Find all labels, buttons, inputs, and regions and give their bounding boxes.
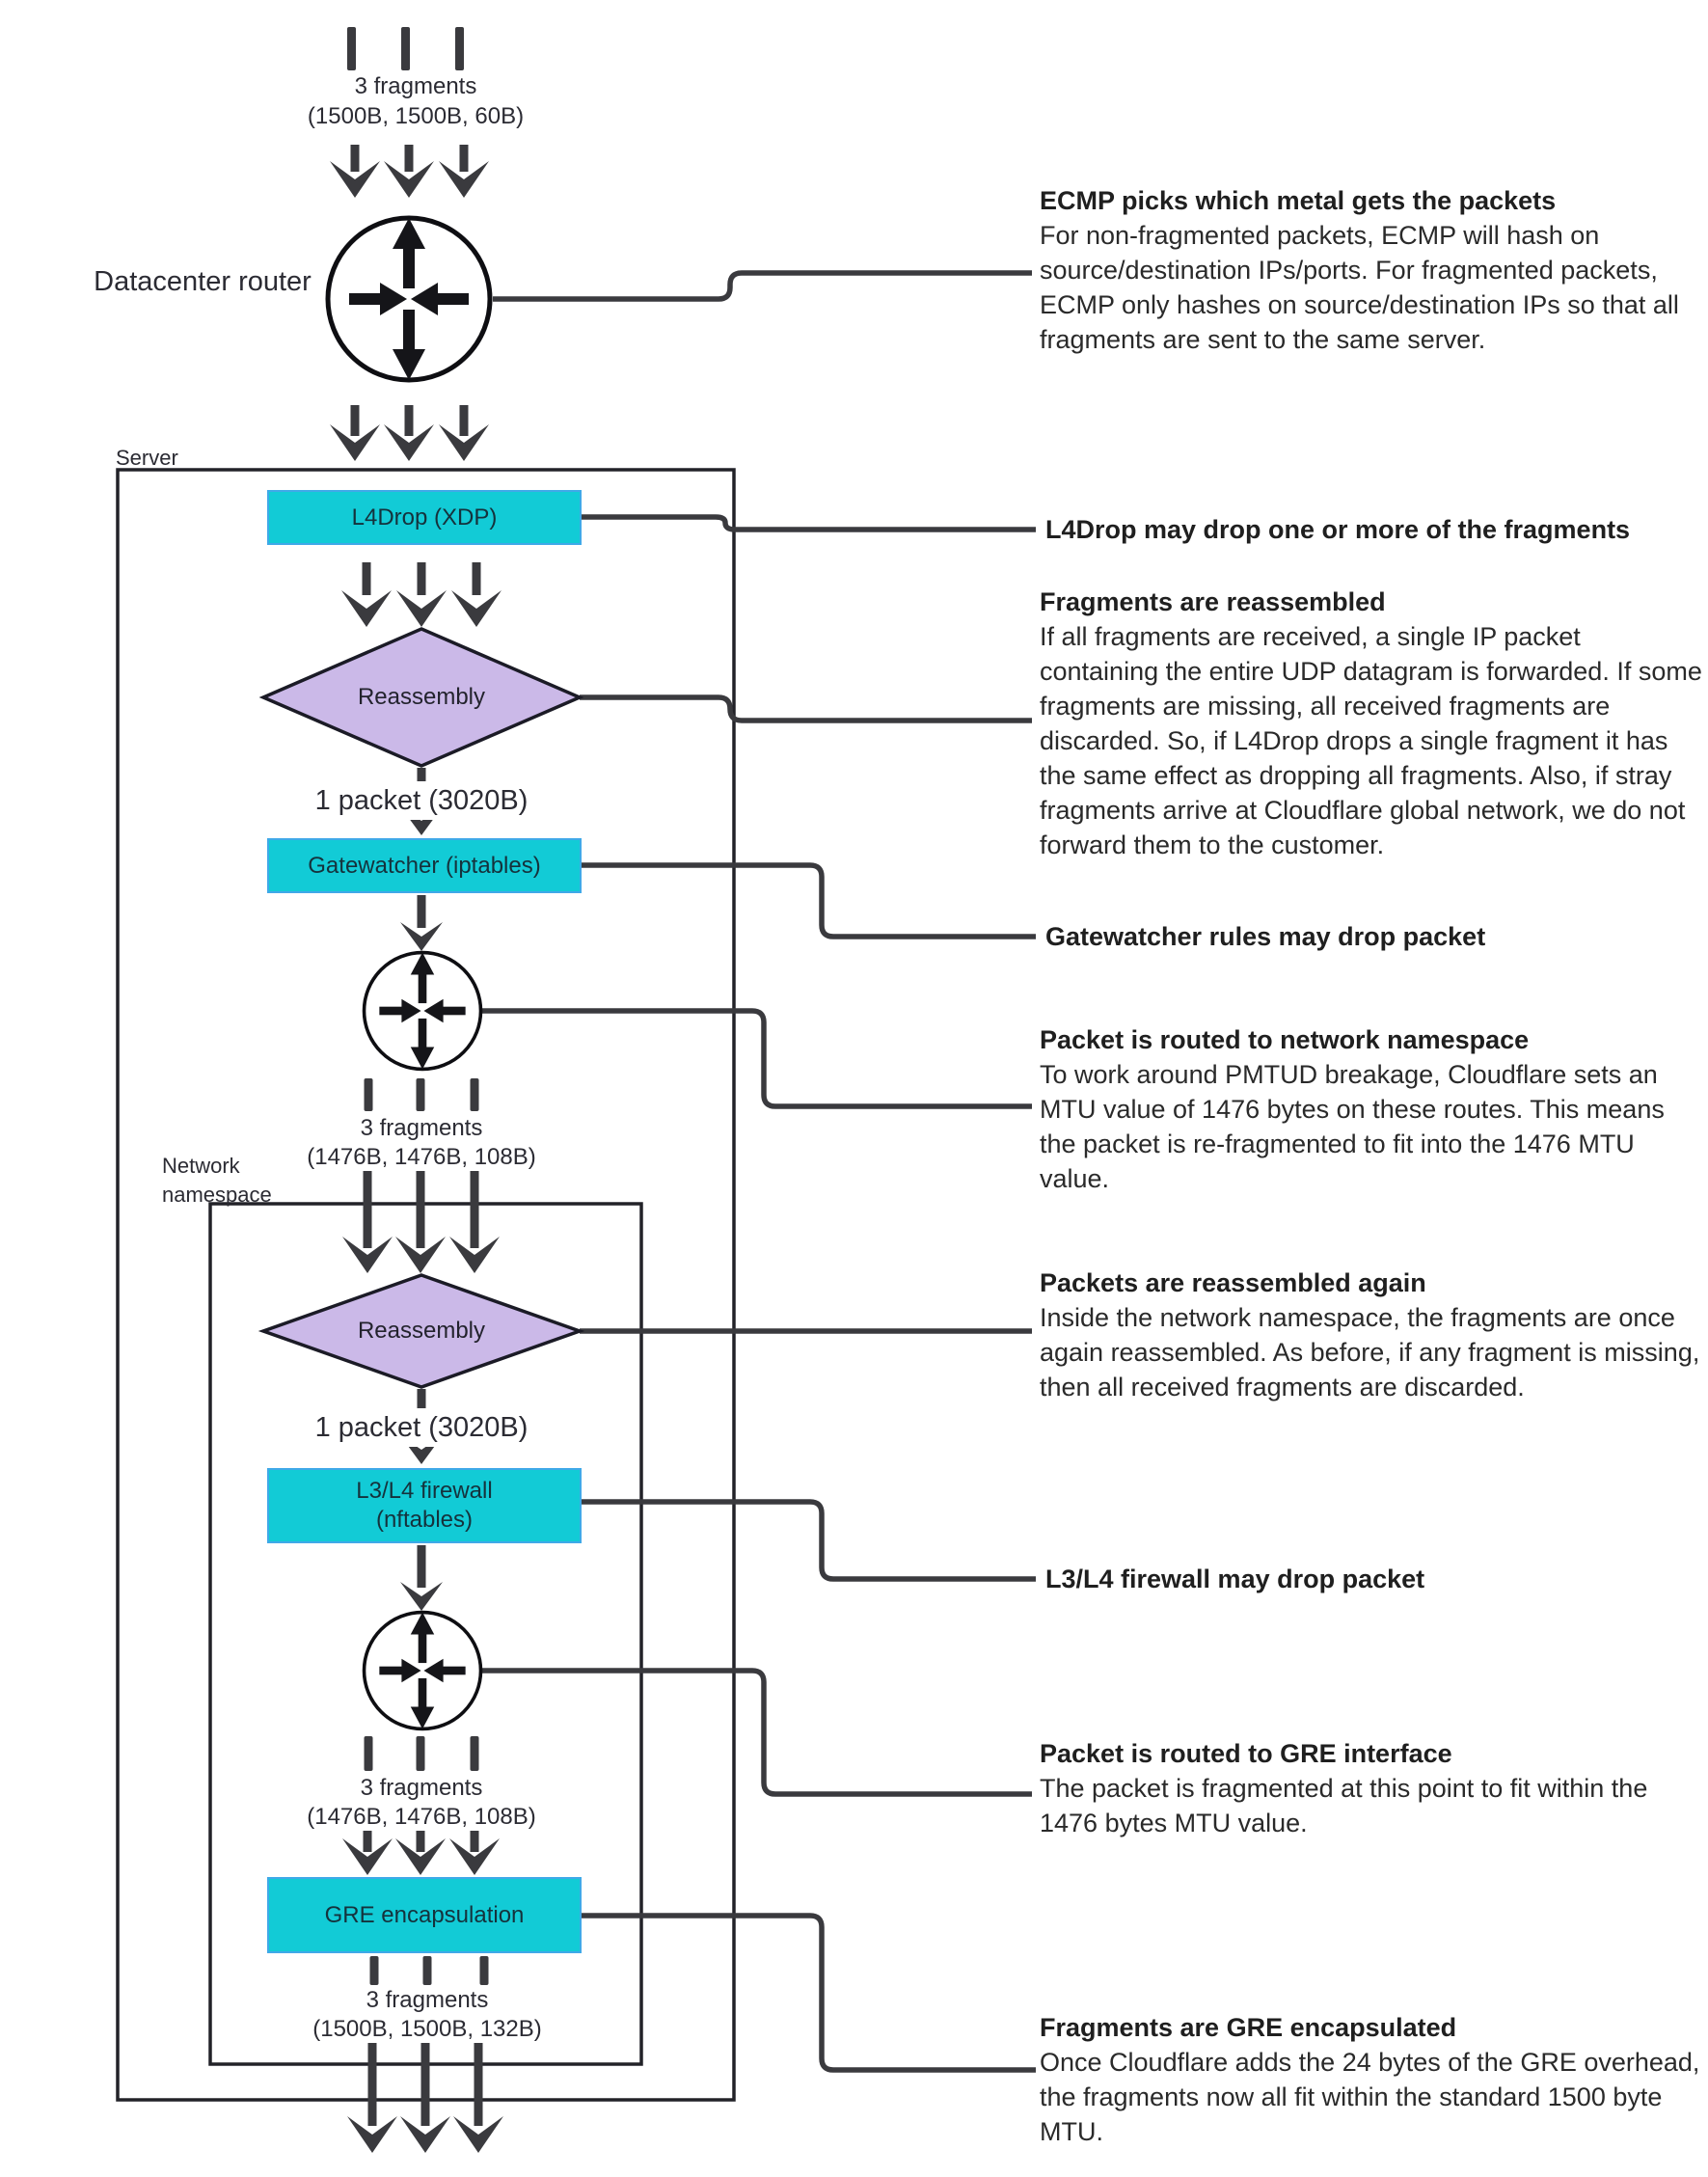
flow-arrows-into-namespace	[342, 1171, 500, 1273]
annotation-title: L4Drop may drop one or more of the fragments	[1045, 515, 1631, 544]
node-gatewatcher	[267, 838, 582, 893]
annotation-title: Fragments are reassembled	[1040, 587, 1386, 616]
fragments-ns-label: 3 fragments	[360, 1115, 483, 1141]
packet1-label: 1 packet (3020B)	[277, 781, 566, 820]
server-label: Server	[116, 446, 178, 470]
annotation-ecmp	[1040, 183, 1705, 357]
fragments-out-sizes: (1500B, 1500B, 132B)	[312, 2016, 542, 2042]
network-namespace-label: Network namespace	[162, 1154, 272, 1207]
node-l4drop	[267, 490, 582, 545]
router-icon	[328, 218, 490, 380]
fragments-gre-label: 3 fragments	[360, 1775, 483, 1801]
annotation-body: For non-fragmented packets, ECMP will hash on source/destination IPs/ports. For fragmented packets, ECMP only hashes on source/destination IPs so that all fragments are sent to the same server.	[1040, 221, 1679, 354]
reassembly2-label: Reassembly	[357, 1318, 486, 1344]
node-l4drop-label: L4Drop (XDP)	[351, 503, 498, 531]
annotation-body: Inside the network namespace, the fragments are once again reassembled. As before, if any fragment is missing, then all received fragments are discarded.	[1040, 1303, 1700, 1401]
connector-ecmp	[493, 273, 1032, 299]
connector-l4drop	[582, 517, 1036, 530]
node-firewall	[267, 1468, 582, 1543]
connector-gatewatcher	[582, 865, 1036, 937]
connector-route-ns	[481, 1011, 1032, 1106]
annotation-title: Packet is routed to GRE interface	[1040, 1739, 1452, 1768]
fragments-out-label: 3 fragments	[366, 1987, 489, 2013]
node-firewall-label: L3/L4 firewall	[356, 1478, 493, 1504]
fragments-ns-sizes: (1476B, 1476B, 108B)	[307, 1144, 536, 1170]
annotation-gre-encapsulated	[1040, 2010, 1705, 2149]
annotation-title: Packets are reassembled again	[1040, 1268, 1426, 1297]
annotation-title: Packet is routed to network namespace	[1040, 1025, 1530, 1054]
annotation-route-namespace	[1040, 1022, 1705, 1196]
reassembly1-label: Reassembly	[357, 684, 486, 710]
fragment-ticks-top	[347, 27, 464, 70]
annotation-body: Once Cloudflare adds the 24 bytes of the GRE overhead, the fragments now all fit within the standard 1500 byte MTU.	[1040, 2048, 1700, 2146]
flow-arrows-exit	[347, 2043, 503, 2153]
fragments-in-sizes: (1500B, 1500B, 60B)	[307, 103, 525, 129]
router-icon	[365, 1613, 481, 1729]
annotation-reassembled-again	[1040, 1265, 1705, 1404]
fragment-ticks-ns	[365, 1078, 479, 1111]
connector-reassembly1	[580, 697, 1032, 721]
connector-route-gre	[481, 1671, 1032, 1794]
annotation-body: If all fragments are received, a single IP packet containing the entire UDP datagram is forwarded. If some fragments are missing, all received fragments are discarded. So, if L4Drop drops a single fragment it has the same effect as dropping all fragments. Also, if stray fragments arrive at Cloudflare global network, we do not forward them to the customer.	[1040, 622, 1702, 859]
annotation-l4drop	[1045, 512, 1708, 547]
node-gatewatcher-label: Gatewatcher (iptables)	[308, 852, 541, 879]
fragments-gre-sizes: (1476B, 1476B, 108B)	[307, 1804, 536, 1830]
packet2-label: 1 packet (3020B)	[277, 1408, 566, 1447]
datacenter-router-label: Datacenter router	[94, 266, 312, 297]
annotation-title: Fragments are GRE encapsulated	[1040, 2013, 1457, 2042]
arrow-shaft	[418, 1545, 426, 1588]
annotation-gatewatcher	[1045, 919, 1708, 954]
connector-firewall	[582, 1502, 1036, 1579]
annotation-title: ECMP picks which metal gets the packets	[1040, 186, 1557, 215]
fragment-ticks-out	[370, 1956, 489, 1985]
arrow-shaft	[418, 895, 426, 928]
flow-arrows-into-server	[330, 405, 489, 461]
annotation-route-gre	[1040, 1736, 1705, 1840]
router-icon	[365, 953, 481, 1070]
annotation-body: To work around PMTUD breakage, Cloudflare sets an MTU value of 1476 bytes on these routes. This means the packet is re-fragmented to fit into the 1476 MTU value.	[1040, 1060, 1665, 1193]
fragment-ticks-gre	[365, 1736, 479, 1771]
annotation-reassembled	[1040, 585, 1705, 862]
node-gre-label: GRE encapsulation	[324, 1901, 525, 1928]
flow-arrows-into-router	[330, 145, 489, 198]
annotation-body: The packet is fragmented at this point to fit within the 1476 bytes MTU value.	[1040, 1774, 1648, 1837]
node-gre	[267, 1877, 582, 1953]
annotation-title: L3/L4 firewall may drop packet	[1045, 1565, 1425, 1593]
fragments-in-label: 3 fragments	[354, 73, 477, 99]
connector-gre	[582, 1916, 1036, 2070]
node-firewall-sublabel: (nftables)	[375, 1507, 474, 1533]
flow-arrows-into-gre	[342, 1831, 500, 1875]
flow-arrows-l4drop-reassembly	[341, 562, 502, 627]
annotation-title: Gatewatcher rules may drop packet	[1045, 922, 1486, 951]
annotation-firewall	[1045, 1562, 1708, 1596]
